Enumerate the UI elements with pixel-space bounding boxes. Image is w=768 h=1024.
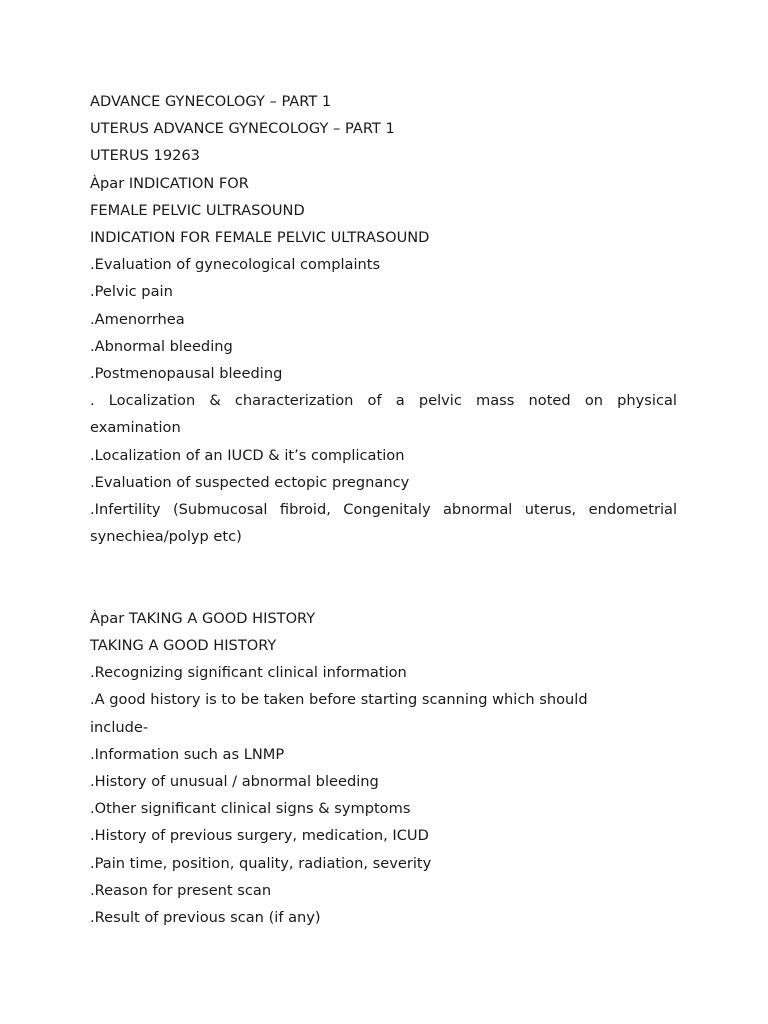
list-item: .Abnormal bleeding [90,337,233,355]
section-heading: INDICATION FOR FEMALE PELVIC ULTRASOUND [90,229,430,247]
list-item: .Reason for present scan [90,881,272,899]
list-item: .History of previous surgery, medication, ICUD [90,827,429,845]
document-page [90,88,677,931]
document-title: ADVANCE GYNECOLOGY – PART 1 [90,93,332,110]
list-item: . Localization & characterization of a pelvic mass noted on physical examination [90,392,677,437]
list-item: .Pain time, position, quality, radiation, severity [90,854,432,872]
list-item: .Amenorrhea [90,310,185,328]
list-item: .A good history is to be taken before starting scanning which should include- [90,691,588,736]
list-item: .Information such as LNMP [90,745,285,763]
list-item: .Evaluation of gynecological complaints [90,256,381,274]
list-item: .History of unusual / abnormal bleeding [90,773,379,791]
list-item: .Infertility (Submucosal fibroid, Congenitaly abnormal uterus, endometrial synechiea/polyp etc) [90,501,677,546]
list-item: .Postmenopausal bleeding [90,365,283,383]
list-item: .Localization of an IUCD & it’s complication [90,446,405,464]
list-item: .Pelvic pain [90,283,173,301]
list-item: .Recognizing significant clinical information [90,664,407,682]
list-item: .Result of previous scan (if any) [90,909,321,927]
list-item: .Other significant clinical signs & symptoms [90,800,411,818]
section-heading: TAKING A GOOD HISTORY [90,637,277,655]
list-item: .Evaluation of suspected ectopic pregnancy [90,473,410,491]
section-spacer [90,550,677,604]
section-heading: Àpar TAKING A GOOD HISTORY [90,609,316,627]
document-subtitle: UTERUS ADVANCE GYNECOLOGY – PART 1 [90,120,395,138]
section-heading: FEMALE PELVIC ULTRASOUND [90,201,305,219]
section-heading: Àpar INDICATION FOR [90,174,249,192]
document-code-line: UTERUS 19263 [90,147,200,165]
